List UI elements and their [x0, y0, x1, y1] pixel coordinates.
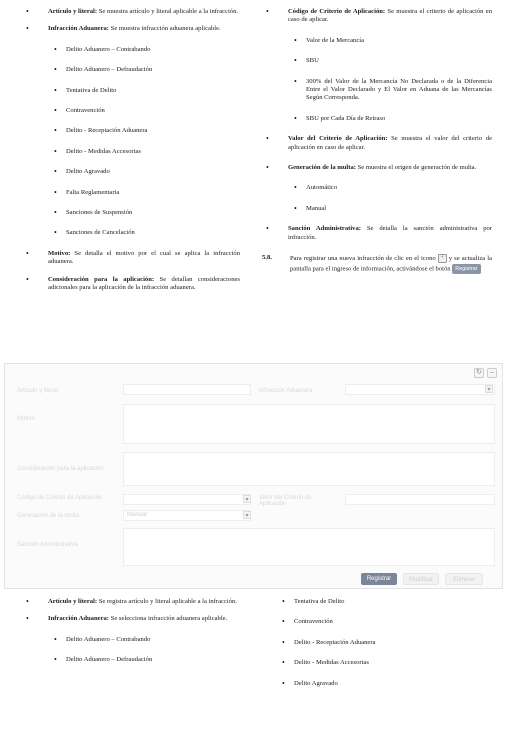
bottom-right-column — [262, 598, 492, 700]
bullet-icon: • — [54, 106, 57, 116]
criteria-value-input[interactable] — [345, 494, 495, 505]
register-button-image: Registrar — [452, 264, 480, 274]
sanction-textarea[interactable] — [123, 528, 495, 566]
bullet-icon: • — [282, 597, 285, 606]
top-left-column — [22, 8, 240, 302]
chevron-down-icon[interactable]: ▾ — [243, 511, 251, 519]
register-button[interactable]: Registrar — [361, 573, 397, 585]
list-item: • Infracción Aduanera: Se muestra infracción aduanera aplicable. — [26, 24, 221, 34]
bullet-icon: • — [26, 274, 29, 284]
bullet-icon: • — [266, 134, 269, 144]
list-item: • Contravención — [54, 106, 105, 116]
bullet-icon: • — [294, 113, 297, 123]
sanction-label: Sanción Administrativa — [17, 542, 78, 548]
list-item: • SBU — [294, 56, 319, 66]
list-item: • 300% del Valor de la Mercancía No Declarada o de la Diferencia Entre el Valor Declarado y El Valor en Aduana de las Mercancías Según Corresponda. — [294, 76, 492, 102]
bullet-icon: • — [266, 7, 269, 16]
bullet-icon: • — [266, 163, 269, 173]
delete-button[interactable]: Eliminar — [445, 573, 483, 585]
list-item: • Delito Aduanero – Defraudación — [54, 655, 153, 665]
bullet-icon: • — [54, 228, 57, 238]
list-item: • Delito - Medidas Accesorias — [282, 658, 369, 668]
bullet-icon: • — [282, 637, 285, 647]
list-item: • Delito - Receptación Aduanera — [54, 126, 148, 136]
bullet-icon: • — [26, 614, 29, 624]
list-item: • Delito Aduanero – Contrabando — [54, 634, 151, 644]
bullet-icon: • — [54, 44, 57, 54]
modify-button[interactable]: Modificar — [403, 573, 439, 585]
bullet-icon: • — [54, 634, 57, 644]
bullet-icon: • — [54, 146, 57, 156]
infraction-select[interactable] — [345, 384, 495, 395]
bullet-icon: • — [294, 183, 297, 193]
list-item: • Delito - Receptación Aduanera — [282, 637, 376, 647]
bullet-icon: • — [54, 167, 57, 177]
consideration-textarea[interactable] — [123, 452, 495, 486]
bullet-icon: • — [26, 597, 29, 606]
article-label: Artículo y literal — [17, 388, 59, 394]
list-item: • Delito Agravado — [282, 678, 338, 688]
list-item: • Valor del Criterio de Aplicación: Se muestra el valor del criterio de aplicación en caso de aplicar. — [266, 134, 492, 151]
list-item: • Sanciones de Suspensión — [54, 208, 133, 218]
bullet-icon: • — [282, 617, 285, 627]
bullet-icon: • — [26, 7, 29, 16]
list-item: • Código de Criterio de Aplicación: Se muestra el criterio de aplicación en caso de aplicar. — [266, 7, 492, 24]
chevron-down-icon[interactable]: ▾ — [243, 495, 251, 503]
bullet-icon: • — [294, 56, 297, 66]
bullet-icon: • — [54, 126, 57, 136]
list-item: • Delito Aduanero – Defraudación — [54, 65, 153, 75]
list-item: • Consideración para la aplicación: Se detallan consideraciones adicionales para la aplicación de la infracción aduanera. — [26, 274, 240, 292]
consideration-label: Consideración para la aplicación — [17, 466, 104, 472]
minimize-icon[interactable]: – — [487, 368, 497, 378]
bullet-icon: • — [54, 655, 57, 665]
bullet-icon: • — [26, 248, 29, 258]
list-item: • Infracción Aduanera: Se selecciona infracción aduanera aplicable. — [26, 614, 228, 624]
bullet-icon: • — [54, 85, 57, 95]
numbered-step: 5.8. Para registrar una nueva infracción de clic en el icono + y se actualiza la pantalla para el ingreso de información, activándose el botón Registrar — [262, 254, 493, 273]
list-item: • SBU por Cada Día de Retraso — [294, 113, 386, 123]
infraction-label: Infracción Aduanera — [259, 388, 313, 394]
bullet-icon: • — [294, 35, 297, 45]
list-item: • Manual — [294, 203, 327, 213]
list-item: • Tentativa de Delito — [282, 597, 345, 606]
bullet-icon: • — [294, 203, 297, 213]
generation-select[interactable]: Manual — [123, 510, 251, 521]
top-right-column — [262, 8, 492, 280]
list-item: • Motivo: Se detalla el motivo por el cual se aplica la infracción aduanera. — [26, 248, 240, 266]
list-item: • Automático — [294, 183, 338, 193]
list-item: • Contravención — [282, 617, 333, 627]
list-item: • Tentativa de Delito — [54, 85, 117, 95]
list-item: • Valor de la Mercancía — [294, 35, 365, 45]
reason-label: Motivo — [17, 416, 35, 422]
refresh-icon[interactable]: ↻ — [474, 368, 484, 378]
list-item: • Artículo y literal: Se registra artículo y literal aplicable a la infracción. — [26, 597, 237, 606]
chevron-down-icon[interactable]: ▾ — [485, 385, 493, 393]
list-item: • Delito Agravado — [54, 167, 110, 177]
list-item: • Sanciones de Cancelación — [54, 228, 135, 238]
list-item: • Delito Aduanero – Contrabando — [54, 44, 151, 54]
reason-textarea[interactable] — [123, 404, 495, 444]
new-record-icon: + — [438, 254, 447, 263]
bullet-icon: • — [282, 658, 285, 668]
bullet-icon: • — [294, 76, 297, 86]
generation-label: Generación de la multa — [17, 513, 80, 519]
bullet-icon: • — [282, 678, 285, 688]
bottom-left-column — [22, 598, 240, 677]
list-item: • Sanción Administrativa: Se detalla la sanción administrativa por infracción. — [266, 224, 493, 241]
bullet-icon: • — [54, 65, 57, 75]
criteria-code-select[interactable] — [123, 494, 251, 505]
bullet-icon: • — [26, 24, 29, 34]
bullet-icon: • — [54, 208, 57, 218]
bullet-icon: • — [266, 224, 269, 234]
criteria-value-label: Valor del Criterio de Aplicación — [259, 495, 312, 507]
article-input[interactable] — [123, 384, 251, 395]
bullet-icon: • — [54, 187, 57, 197]
list-item: • Generación de la multa: Se muestra el origen de generación de multa. — [266, 163, 477, 173]
list-item: • Falta Reglamentaria — [54, 187, 120, 197]
list-item: • Delito - Medidas Accesorias — [54, 146, 141, 156]
infraction-form-screenshot — [4, 363, 503, 589]
list-item: • Artículo y literal: Se muestra artículo y literal aplicable a la infracción. — [26, 7, 239, 16]
criteria-code-label: Código de Criterio de Aplicación — [17, 495, 103, 501]
